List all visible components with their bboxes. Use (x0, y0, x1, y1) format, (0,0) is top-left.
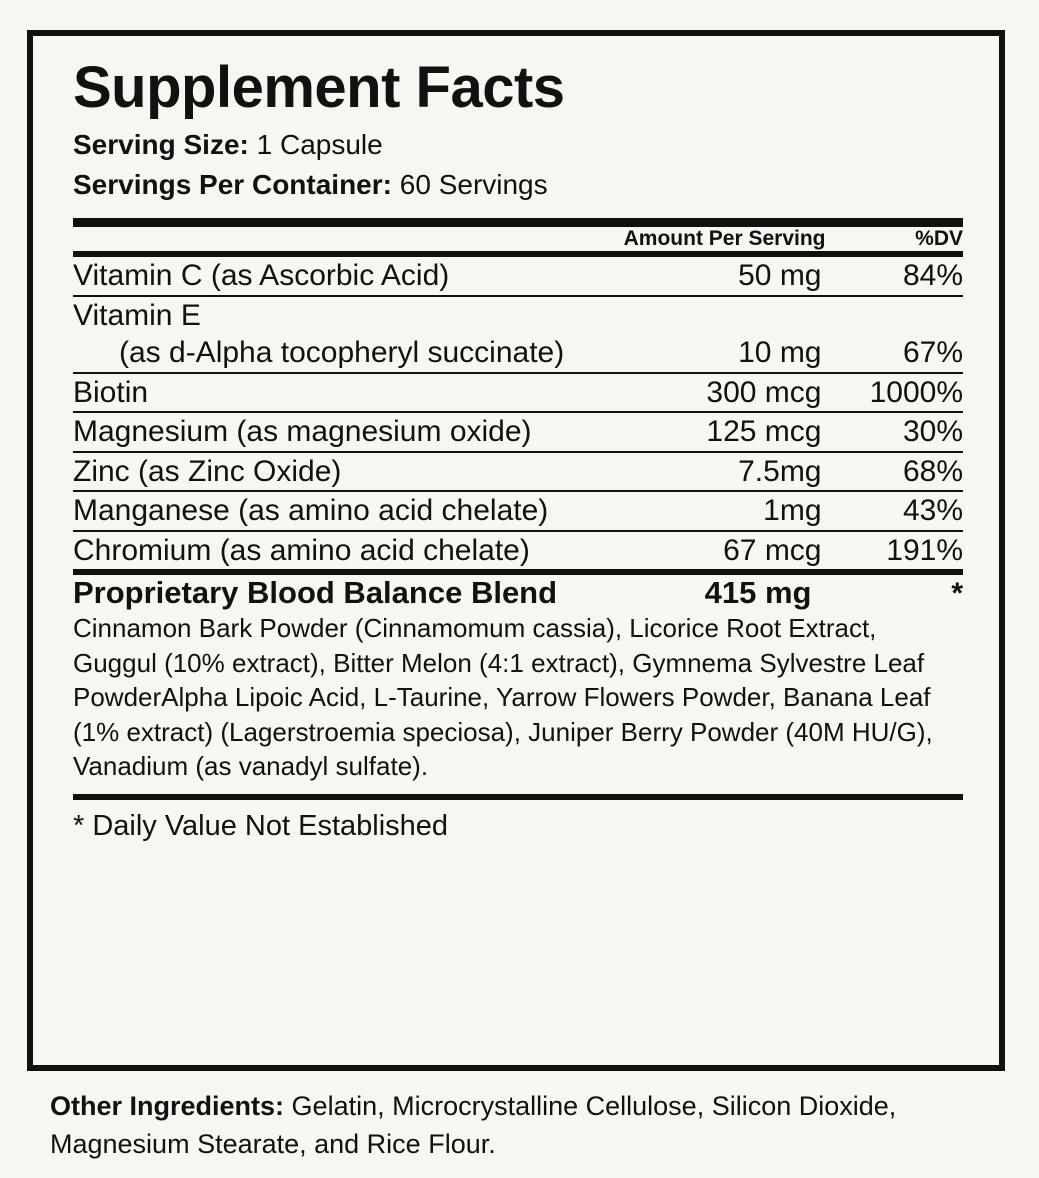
blend-dv: * (951, 577, 963, 611)
serving-size-value: 1 Capsule (256, 128, 383, 160)
nutrient-dv: 191% (886, 533, 963, 567)
nutrient-dv: 84% (902, 259, 963, 293)
nutrient-name: Chromium (as amino acid chelate) (73, 533, 530, 567)
divider-thick-top (73, 218, 963, 227)
nutrient-amount: 125 mcg (706, 415, 822, 449)
nutrient-name (73, 297, 607, 372)
nutrition-table (73, 227, 963, 251)
table-row (73, 532, 963, 570)
nutrient-name-main: Vitamin E (73, 298, 201, 332)
table-row (73, 257, 963, 295)
nutrient-amount: 67 mcg (723, 533, 822, 567)
nutrient-amount: 10 mg (738, 336, 822, 370)
nutrient-dv: 43% (902, 494, 963, 528)
nutrient-dv: 1000% (869, 375, 963, 409)
header-daily-value: %DV (915, 227, 963, 251)
servings-per-container-line (73, 165, 963, 206)
other-ingredients-value: Gelatin, Microcrystalline Cellulose, Silicon Dioxide, Magnesium Stearate, and Rice Flour. (50, 1091, 897, 1159)
other-ingredients-label: Other Ingredients: (50, 1091, 285, 1121)
daily-value-footnote: * Daily Value Not Established (73, 809, 449, 842)
serving-size-line (73, 125, 963, 166)
header-blank (73, 227, 607, 251)
blend-amount: 415 mg (704, 575, 812, 611)
servings-per-container-value: 60 Servings (399, 169, 548, 201)
nutrient-name-sub: (as d-Alpha tocopheryl succinate) (119, 336, 565, 370)
table-row (73, 492, 963, 530)
nutrient-dv: 30% (902, 415, 963, 449)
table-row (73, 374, 963, 412)
nutrient-name: Biotin (73, 375, 149, 409)
nutrient-rows-table (73, 257, 963, 569)
nutrient-amount: 300 mcg (706, 375, 822, 409)
nutrient-name: Manganese (as amino acid chelate) (73, 494, 549, 528)
nutrient-amount: 7.5mg (738, 454, 822, 488)
nutrient-amount: 1mg (763, 494, 822, 528)
blend-table (73, 575, 963, 611)
supplement-facts-panel (27, 30, 1005, 1071)
table-row (73, 413, 963, 451)
table-row (73, 453, 963, 491)
servings-per-container-label: Servings Per Container: (73, 169, 392, 201)
nutrient-amount: 50 mg (738, 259, 822, 293)
nutrient-name: Vitamin C (as Ascorbic Acid) (73, 259, 450, 293)
blend-ingredients-description: Cinnamon Bark Powder (Cinnamomum cassia), Licorice Root Extract, Guggul (10% extract), Bitter Melon (4:1 extract), Gymnema Sylvestre Leaf PowderAlpha Lipoic Acid, L-Taurine, Yarrow Flowers Powder, Banana Leaf (1% extract) (Lagerstroemia speciosa), Juniper Berry Powder (40M HU/G), Vanadium (as vanadyl sulfate). (73, 613, 933, 782)
blend-row (73, 575, 963, 611)
serving-size-label: Serving Size: (73, 128, 249, 160)
page-title: Supplement Facts (73, 55, 565, 120)
header-amount-per-serving: Amount Per Serving (623, 227, 826, 251)
nutrient-dv: 68% (902, 454, 963, 488)
nutrient-name: Magnesium (as magnesium oxide) (73, 415, 532, 449)
nutrient-dv: 67% (902, 336, 963, 370)
table-header-row (73, 227, 963, 251)
blend-name: Proprietary Blood Balance Blend (73, 575, 558, 611)
nutrient-name: Zinc (as Zinc Oxide) (73, 454, 342, 488)
table-row (73, 297, 963, 372)
other-ingredients (50, 1088, 1010, 1164)
